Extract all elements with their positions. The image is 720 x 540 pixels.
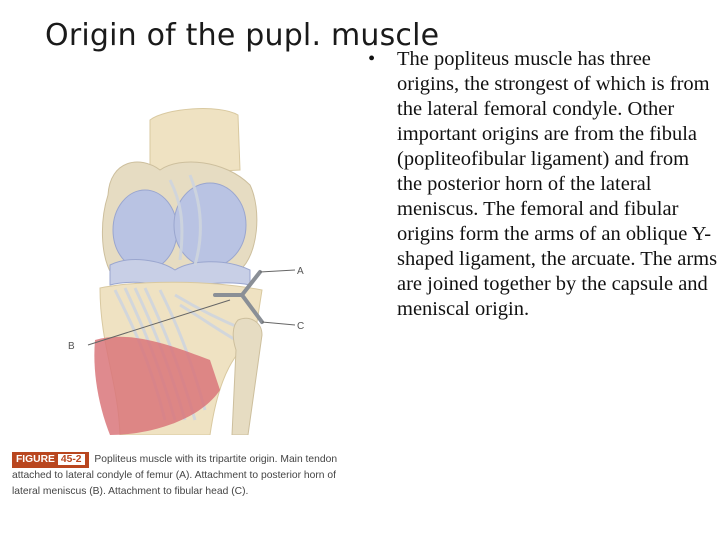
bullet-text: The popliteus muscle has three origins, the strongest of which is from the lateral femoral condyle. Other important origins are from the fibula (popliteofibular ligament) and from the posterior horn of the lateral meniscus. The femoral and fibular origins form the arms of an oblique Y-shaped ligament, the arcuate. The arms are joined together by the capsule and meniscal origin. [397, 48, 718, 320]
medial-condyle-cartilage [113, 190, 177, 270]
figure-word: FIGURE [16, 454, 55, 465]
leader-line-c [262, 322, 295, 325]
figure-badge [12, 452, 89, 468]
fibula-bone [232, 318, 262, 435]
caption-text: Popliteus muscle with its tripartite origin. Main tendon attached to lateral condyle of femur (A). Attachment to posterior horn of lateral meniscus (B). Attachment to fibular head (C). [12, 454, 338, 497]
lateral-condyle-cartilage [174, 183, 246, 267]
figure-caption [12, 452, 362, 500]
figure-number: 45-2 [58, 454, 85, 465]
slide-title: Origin of the pupl. muscle [45, 18, 440, 53]
knee-illustration [0, 90, 360, 435]
label-c: C [297, 321, 305, 332]
leader-line-a [260, 270, 295, 272]
label-a: A [297, 266, 304, 277]
bullet-list [368, 47, 718, 322]
bullet-symbol: • [368, 48, 376, 70]
label-b: B [68, 341, 75, 352]
